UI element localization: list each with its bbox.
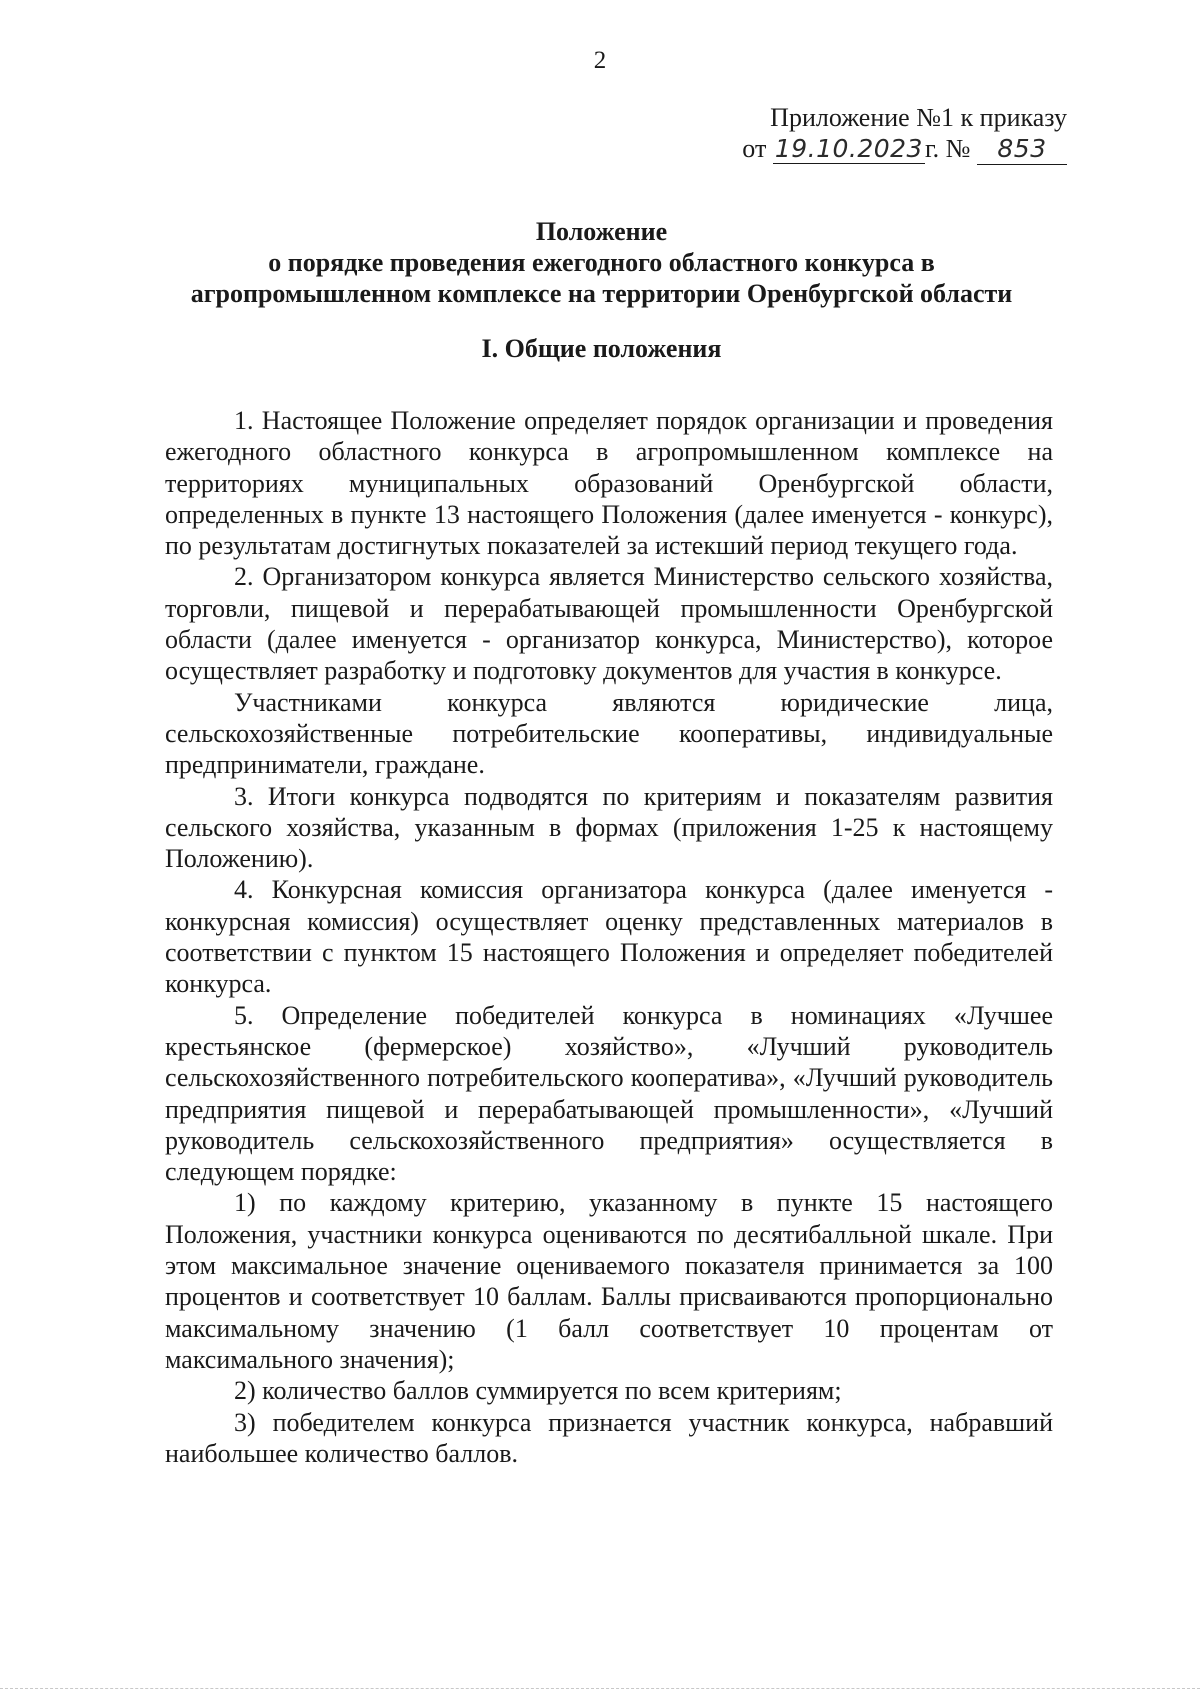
title-line-1: Положение <box>535 217 668 246</box>
title-line-2: о порядке проведения ежегодного областного конкурса в <box>268 248 935 277</box>
handwritten-order-number: 853 <box>977 133 1067 165</box>
paragraph-5: 5. Определение победителей конкурса в номинациях «Лучшее крестьянское (фермерское) хозяйство», «Лучший руководитель сельскохозяйственного потребительского кооператива», «Лучший руководитель предприятия пищевой и перерабатывающей промышленности», «Лучший руководитель сельскохозяйственного предприятия» осуществляется в следующем порядке: <box>165 1000 1053 1187</box>
appendix-reference <box>742 102 1067 165</box>
paragraph-2: 2. Организатором конкурса является Министерство сельского хозяйства, торговли, пищевой и перерабатывающей промышленности Оренбургской области (далее именуется - организатор конкурса, Министерство), которое осуществляет разработку и подготовку документов для участия в конкурсе. <box>165 562 1053 686</box>
appendix-title: Приложение №1 к приказу <box>770 103 1067 132</box>
document-title <box>150 216 1053 309</box>
scan-edge-divider <box>0 1688 1200 1689</box>
paragraph-participants: Участниками конкурса являются юридические лица, сельскохозяйственные потребительские кооперативы, индивидуальные предприниматели, граждане. <box>165 687 1053 780</box>
title-line-3: агропромышленном комплексе на территории Оренбургской области <box>190 279 1013 308</box>
handwritten-date: 19.10.2023 <box>774 134 923 163</box>
document-body <box>165 405 1053 1469</box>
list-item-3: 3) победителем конкурса признается участник конкурса, набравший наибольшее количество баллов. <box>165 1407 1053 1468</box>
paragraph-3: 3. Итоги конкурса подводятся по критериям и показателям развития сельского хозяйства, указанным в формах (приложения 1-25 к настоящему Положению). <box>165 781 1053 874</box>
appendix-date-line <box>742 133 1067 165</box>
list-item-1: 1) по каждому критерию, указанному в пункте 15 настоящего Положения, участники конкурса оцениваются по десятибалльной шкале. При этом максимальное значение оцениваемого показателя принимается за 100 процентов и соответствует 10 баллам. Баллы присваиваются пропорционально максимальному значению (1 балл соответствует 10 процентам от максимального значения); <box>165 1188 1053 1374</box>
appendix-from-prefix: от <box>742 134 767 163</box>
section-heading: I. Общие положения <box>481 334 722 363</box>
list-item-2: 2) количество баллов суммируется по всем критериям; <box>234 1376 842 1406</box>
page-number: 2 <box>593 47 607 74</box>
paragraph-1: 1. Настоящее Положение определяет порядок организации и проведения ежегодного областного конкурса в агропромышленном комплексе на территориях муниципальных образований Оренбургской области, определенных в пункте 13 настоящего Положения (далее именуется - конкурс), по результатам достигнутых показателей за истекший период текущего года. <box>165 406 1053 561</box>
appendix-year-suffix: г. № <box>924 134 971 163</box>
paragraph-4: 4. Конкурсная комиссия организатора конкурса (далее именуется - конкурсная комиссия) осуществляет оценку представленных материалов в соответствии с пунктом 15 настоящего Положения и определяет победителей конкурса. <box>165 875 1053 999</box>
